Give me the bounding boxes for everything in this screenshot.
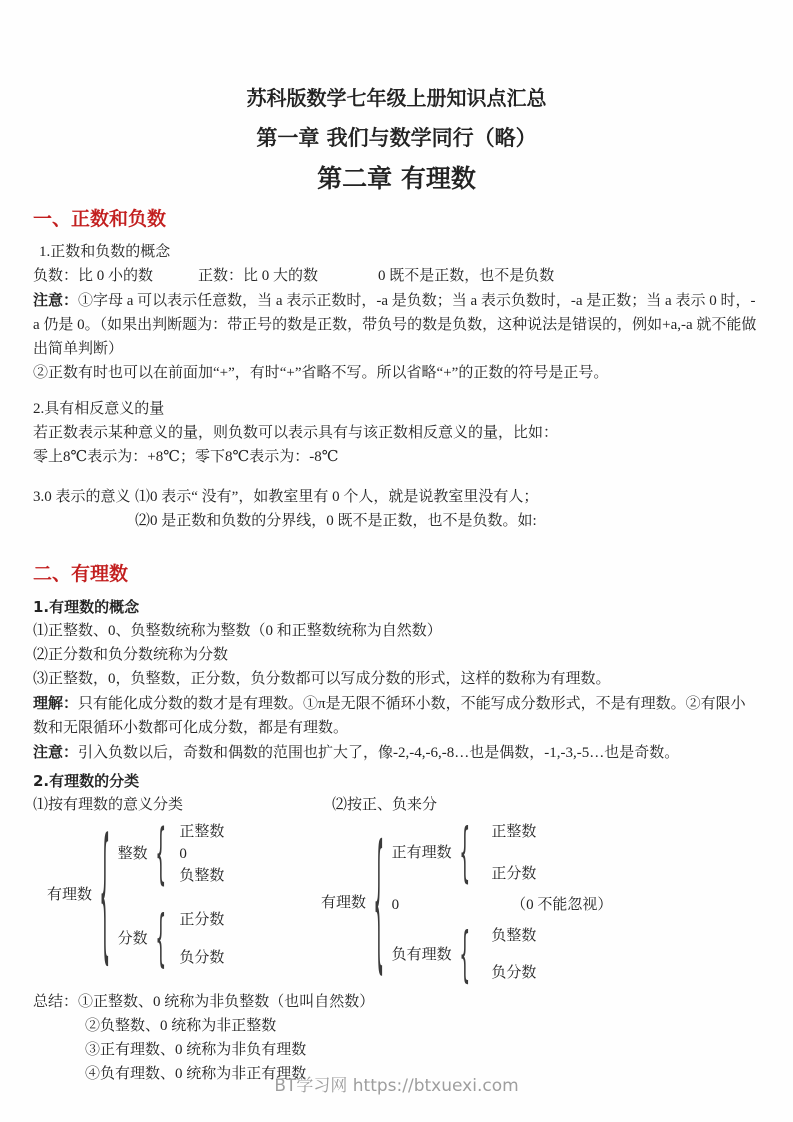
section2-sub2-title: 2.有理数的分类 — [33, 772, 140, 790]
note1-item2: ②正数有时也可以在前面加“+”，有时“+”省略不写。所以省略“+”的正数的符号是正号。 — [33, 365, 609, 381]
tree1-integers-children — [173, 821, 224, 887]
tree1-children — [117, 815, 225, 975]
section1-sub3-title: 3.0 表示的意义 — [33, 489, 131, 505]
tree2-negative-children — [477, 925, 536, 984]
section1-sub3-item1: ⑴0 表示“ 没有”，如教室里有 0 个人，就是说教室里没有人； — [135, 489, 539, 505]
summary-item: ③正有理数、0 统称为非负有理数 — [85, 1042, 307, 1058]
section2-heading: 二、有理数 — [33, 563, 129, 585]
tree-by-meaning — [33, 809, 327, 984]
summary-block — [33, 990, 760, 1086]
section1-sub1-title: 1.正数和负数的概念 — [39, 244, 171, 260]
tree1-group-fractions — [117, 903, 225, 975]
note1-text: ①字母 a 可以表示任意数，当 a 表示正数时，-a 是负数；当 a 表示负数时，-a 是正数；当 a 表示 0 时，-a 仍是 0。（如果出判断题为：带正号的数是正数，带负号的数是负数，这种说法是错误的，例如+a,-a 就不能做出简单判断） — [33, 293, 757, 357]
tree2-root-label: 有理数 — [321, 894, 367, 911]
tree2-positive-label: 正有理数 — [391, 845, 452, 861]
tree-leaf: 负分数 — [179, 950, 225, 966]
section1-sub2-title: 2.具有相反意义的量 — [33, 401, 165, 417]
classify1-title: ⑴按有理数的意义分类 — [33, 797, 184, 813]
watermark-footer: BT学习网 https://btxuexi.com — [274, 1076, 519, 1096]
tree-leaf: 正整数 — [179, 824, 225, 840]
classify2-title: ⑵按正、负来分 — [332, 797, 438, 813]
section2-sub1-title: 1.有理数的概念 — [33, 598, 140, 616]
document-title: 苏科版数学七年级上册知识点汇总 — [246, 86, 547, 110]
tree1-root-label: 有理数 — [47, 887, 93, 903]
tree-leaf: 正分数 — [179, 912, 225, 928]
section2-item3: ⑶正整数，0，负整数，正分数，负分数都可以写成分数的形式，这样的数称为有理数。 — [33, 671, 611, 687]
section1-sub2-example: 零上8℃表示为：+8℃；零下8℃表示为：-8℃ — [33, 449, 339, 465]
tree2-zero-row — [392, 893, 613, 917]
note2-label: 注意： — [33, 743, 79, 761]
tree1-fractions-label: 分数 — [117, 931, 148, 947]
summary-item: ④负有理数、0 统称为非正有理数 — [85, 1066, 307, 1082]
section1-sub3-item2: ⑵0 是正数和负数的分界线，0 既不是正数，也不是负数。如: — [135, 513, 537, 529]
brace-icon: { — [155, 903, 166, 975]
tree2-negative-label: 负有理数 — [391, 946, 452, 963]
tree-leaf: 负整数 — [491, 928, 537, 944]
summary-item: ①正整数、0 统称为非负整数（也叫自然数） — [78, 994, 375, 1010]
brace-icon: { — [155, 815, 166, 893]
tree1-integers-label: 整数 — [117, 846, 148, 862]
note1-label: 注意： — [33, 291, 79, 309]
note2-paragraph — [33, 740, 760, 765]
note1-paragraph — [33, 288, 760, 361]
brace-icon: { — [459, 815, 470, 891]
section1-sub2-text: 若正数表示某种意义的量，则负数可以表示具有与该正数相反意义的量，比如： — [33, 425, 559, 441]
tree1-group-integers — [117, 815, 225, 893]
summary-line1 — [33, 990, 760, 1014]
tree2-root-row — [321, 814, 760, 991]
section2-item2: ⑵正分数和负分数统称为分数 — [33, 647, 229, 663]
zero-meaning-row — [33, 485, 760, 509]
understand-label: 理解： — [33, 694, 79, 712]
tree1-root-row — [47, 809, 327, 981]
tree-leaf: 负分数 — [491, 965, 537, 981]
classification-titles-row — [33, 793, 760, 817]
summary-item: ②负整数、0 统称为非正整数 — [85, 1018, 277, 1034]
tree2-positive-children — [477, 821, 536, 885]
tree1-fractions-children — [173, 909, 224, 969]
tree-leaf: 正整数 — [491, 824, 537, 840]
tree-leaf: 0 — [179, 846, 187, 862]
brace-icon: { — [99, 809, 111, 981]
zero-note: （0 不能忽视） — [511, 897, 613, 913]
defs-line: 负数：比 0 小的数 正数：比 0 大的数 0 既不是正数，也不是负数 — [33, 268, 555, 284]
tree-by-sign — [321, 814, 760, 991]
brace-icon: { — [459, 919, 470, 990]
tree2-children — [391, 815, 613, 990]
chapter2-title: 第二章 有理数 — [317, 164, 476, 193]
chapter1-title: 第一章 我们与数学同行（略） — [256, 126, 537, 150]
tree2-group-negative — [391, 919, 613, 990]
classification-diagrams-row — [33, 809, 760, 991]
tree2-zero-label: 0 — [391, 897, 400, 913]
tree-leaf: 正分数 — [491, 866, 537, 882]
brace-icon: { — [373, 814, 385, 991]
note2-text: 引入负数以后，奇数和偶数的范围也扩大了，像-2,-4,-6,-8…也是偶数，-1,-3,-5…也是奇数。 — [78, 745, 680, 761]
summary-label: 总结： — [33, 994, 79, 1010]
tree-leaf: 负整数 — [179, 868, 225, 884]
tree2-group-positive — [391, 815, 613, 891]
section1-heading: 一、正数和负数 — [33, 208, 167, 230]
understand-text: 只有能化成分数的数才是有理数。①π是无限不循环小数，不能写成分数形式，不是有理数。②有限小数和无限循环小数都可化成分数，都是有理数。 — [33, 696, 746, 736]
understand-paragraph — [33, 691, 760, 740]
section2-item1: ⑴正整数、0、负整数统称为整数（0 和正整数统称为自然数） — [33, 623, 442, 639]
